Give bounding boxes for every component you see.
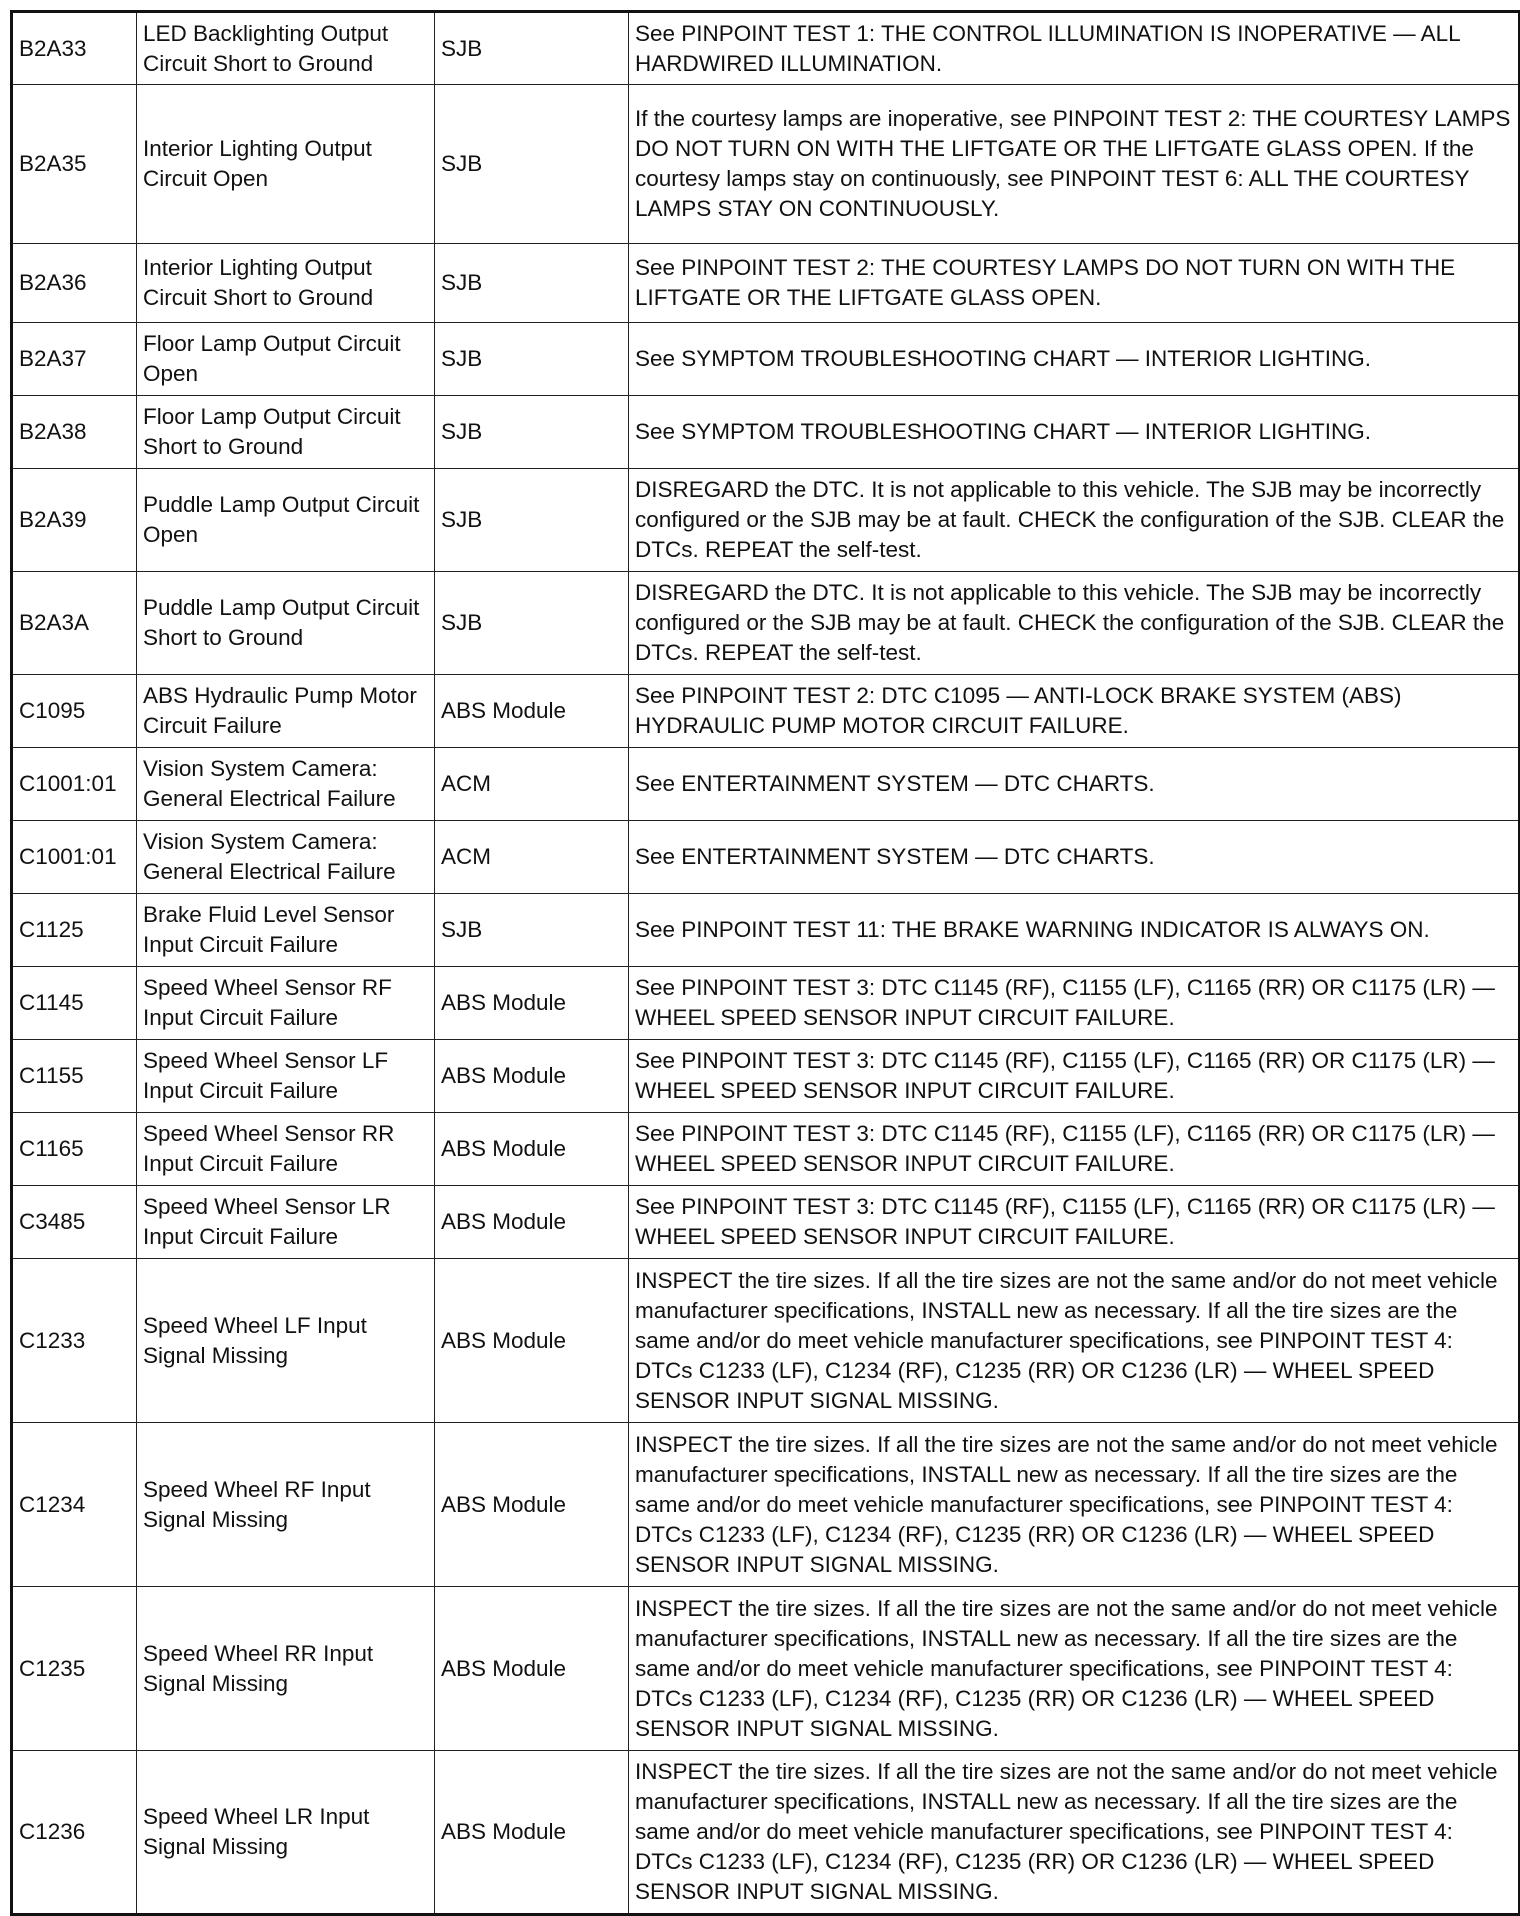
dtc-description-cell: Floor Lamp Output Circuit Short to Ground xyxy=(137,396,435,469)
dtc-action-cell: See PINPOINT TEST 11: THE BRAKE WARNING INDICATOR IS ALWAYS ON. xyxy=(629,894,1520,967)
table-row xyxy=(12,1040,1520,1113)
dtc-source-cell: SJB xyxy=(435,572,629,675)
dtc-action-cell: INSPECT the tire sizes. If all the tire sizes are not the same and/or do not meet vehicle manufacturer specifications, INSTALL new as necessary. If all the tire sizes are the same and/or do meet vehicle manufacturer specifications, see PINPOINT TEST 4: DTCs C1233 (LF), C1234 (RF), C1235 (RR) OR C1236 (LR) — WHEEL SPEED SENSOR INPUT SIGNAL MISSING. xyxy=(629,1423,1520,1587)
table-row xyxy=(12,821,1520,894)
dtc-action-cell: DISREGARD the DTC. It is not applicable to this vehicle. The SJB may be incorrectly configured or the SJB may be at fault. CHECK the configuration of the SJB. CLEAR the DTCs. REPEAT the self-test. xyxy=(629,572,1520,675)
dtc-source-cell: ABS Module xyxy=(435,675,629,748)
dtc-source-cell: SJB xyxy=(435,894,629,967)
table-row xyxy=(12,1113,1520,1186)
dtc-code-cell: C1001:01 xyxy=(12,748,137,821)
table-row xyxy=(12,244,1520,323)
dtc-description-cell: Speed Wheel Sensor RR Input Circuit Failure xyxy=(137,1113,435,1186)
table-row xyxy=(12,1751,1520,1915)
dtc-description-cell: Speed Wheel Sensor LF Input Circuit Failure xyxy=(137,1040,435,1113)
dtc-source-cell: ABS Module xyxy=(435,1113,629,1186)
dtc-code-cell: C1155 xyxy=(12,1040,137,1113)
dtc-code-cell: C1095 xyxy=(12,675,137,748)
dtc-description-cell: Speed Wheel Sensor LR Input Circuit Failure xyxy=(137,1186,435,1259)
dtc-description-cell: Speed Wheel Sensor RF Input Circuit Failure xyxy=(137,967,435,1040)
table-row xyxy=(12,323,1520,396)
table-row xyxy=(12,675,1520,748)
dtc-source-cell: ABS Module xyxy=(435,1587,629,1751)
dtc-code-cell: C1233 xyxy=(12,1259,137,1423)
dtc-action-cell: If the courtesy lamps are inoperative, see PINPOINT TEST 2: THE COURTESY LAMPS DO NOT TURN ON WITH THE LIFTGATE OR THE LIFTGATE GLASS OPEN. If the courtesy lamps stay on continuously, see PINPOINT TEST 6: ALL THE COURTESY LAMPS STAY ON CONTINUOUSLY. xyxy=(629,85,1520,244)
dtc-source-cell: SJB xyxy=(435,323,629,396)
table-row xyxy=(12,1423,1520,1587)
dtc-code-cell: C1145 xyxy=(12,967,137,1040)
dtc-action-cell: See ENTERTAINMENT SYSTEM — DTC CHARTS. xyxy=(629,821,1520,894)
dtc-description-cell: Speed Wheel RF Input Signal Missing xyxy=(137,1423,435,1587)
dtc-source-cell: ABS Module xyxy=(435,1040,629,1113)
dtc-source-cell: SJB xyxy=(435,85,629,244)
dtc-code-cell: C1234 xyxy=(12,1423,137,1587)
table-row xyxy=(12,1259,1520,1423)
dtc-action-cell: See PINPOINT TEST 1: THE CONTROL ILLUMINATION IS INOPERATIVE — ALL HARDWIRED ILLUMINATION. xyxy=(629,12,1520,85)
dtc-source-cell: SJB xyxy=(435,396,629,469)
dtc-code-cell: B2A36 xyxy=(12,244,137,323)
dtc-description-cell: Puddle Lamp Output Circuit Short to Ground xyxy=(137,572,435,675)
dtc-source-cell: ACM xyxy=(435,748,629,821)
dtc-source-cell: SJB xyxy=(435,12,629,85)
dtc-source-cell: ACM xyxy=(435,821,629,894)
dtc-code-cell: C1001:01 xyxy=(12,821,137,894)
dtc-code-cell: B2A33 xyxy=(12,12,137,85)
dtc-description-cell: Speed Wheel LF Input Signal Missing xyxy=(137,1259,435,1423)
dtc-action-cell: See SYMPTOM TROUBLESHOOTING CHART — INTERIOR LIGHTING. xyxy=(629,396,1520,469)
table-row xyxy=(12,396,1520,469)
dtc-action-cell: See PINPOINT TEST 3: DTC C1145 (RF), C1155 (LF), C1165 (RR) OR C1175 (LR) — WHEEL SPEED SENSOR INPUT CIRCUIT FAILURE. xyxy=(629,1113,1520,1186)
dtc-source-cell: SJB xyxy=(435,469,629,572)
table-row xyxy=(12,967,1520,1040)
dtc-code-cell: B2A38 xyxy=(12,396,137,469)
dtc-description-cell: LED Backlighting Output Circuit Short to Ground xyxy=(137,12,435,85)
dtc-action-cell: See ENTERTAINMENT SYSTEM — DTC CHARTS. xyxy=(629,748,1520,821)
dtc-description-cell: Vision System Camera: General Electrical Failure xyxy=(137,821,435,894)
dtc-source-cell: ABS Module xyxy=(435,967,629,1040)
dtc-action-cell: See PINPOINT TEST 3: DTC C1145 (RF), C1155 (LF), C1165 (RR) OR C1175 (LR) — WHEEL SPEED SENSOR INPUT CIRCUIT FAILURE. xyxy=(629,967,1520,1040)
dtc-code-cell: C1236 xyxy=(12,1751,137,1915)
dtc-code-cell: C1235 xyxy=(12,1587,137,1751)
dtc-source-cell: ABS Module xyxy=(435,1751,629,1915)
dtc-chart-table xyxy=(10,10,1520,1916)
table-row xyxy=(12,12,1520,85)
dtc-source-cell: ABS Module xyxy=(435,1186,629,1259)
dtc-description-cell: Speed Wheel RR Input Signal Missing xyxy=(137,1587,435,1751)
table-row xyxy=(12,572,1520,675)
dtc-code-cell: B2A3A xyxy=(12,572,137,675)
table-row xyxy=(12,469,1520,572)
dtc-code-cell: C1125 xyxy=(12,894,137,967)
dtc-code-cell: C1165 xyxy=(12,1113,137,1186)
table-row xyxy=(12,85,1520,244)
dtc-description-cell: Brake Fluid Level Sensor Input Circuit Failure xyxy=(137,894,435,967)
dtc-code-cell: B2A37 xyxy=(12,323,137,396)
dtc-source-cell: ABS Module xyxy=(435,1259,629,1423)
dtc-action-cell: INSPECT the tire sizes. If all the tire sizes are not the same and/or do not meet vehicle manufacturer specifications, INSTALL new as necessary. If all the tire sizes are the same and/or do meet vehicle manufacturer specifications, see PINPOINT TEST 4: DTCs C1233 (LF), C1234 (RF), C1235 (RR) OR C1236 (LR) — WHEEL SPEED SENSOR INPUT SIGNAL MISSING. xyxy=(629,1259,1520,1423)
dtc-description-cell: Puddle Lamp Output Circuit Open xyxy=(137,469,435,572)
dtc-action-cell: See PINPOINT TEST 3: DTC C1145 (RF), C1155 (LF), C1165 (RR) OR C1175 (LR) — WHEEL SPEED SENSOR INPUT CIRCUIT FAILURE. xyxy=(629,1040,1520,1113)
dtc-description-cell: Vision System Camera: General Electrical Failure xyxy=(137,748,435,821)
dtc-description-cell: Interior Lighting Output Circuit Open xyxy=(137,85,435,244)
dtc-description-cell: Speed Wheel LR Input Signal Missing xyxy=(137,1751,435,1915)
dtc-action-cell: See PINPOINT TEST 2: THE COURTESY LAMPS DO NOT TURN ON WITH THE LIFTGATE OR THE LIFTGATE GLASS OPEN. xyxy=(629,244,1520,323)
dtc-action-cell: INSPECT the tire sizes. If all the tire sizes are not the same and/or do not meet vehicle manufacturer specifications, INSTALL new as necessary. If all the tire sizes are the same and/or do meet vehicle manufacturer specifications, see PINPOINT TEST 4: DTCs C1233 (LF), C1234 (RF), C1235 (RR) OR C1236 (LR) — WHEEL SPEED SENSOR INPUT SIGNAL MISSING. xyxy=(629,1587,1520,1751)
dtc-code-cell: B2A39 xyxy=(12,469,137,572)
dtc-action-cell: INSPECT the tire sizes. If all the tire sizes are not the same and/or do not meet vehicle manufacturer specifications, INSTALL new as necessary. If all the tire sizes are the same and/or do meet vehicle manufacturer specifications, see PINPOINT TEST 4: DTCs C1233 (LF), C1234 (RF), C1235 (RR) OR C1236 (LR) — WHEEL SPEED SENSOR INPUT SIGNAL MISSING. xyxy=(629,1751,1520,1915)
dtc-code-cell: C3485 xyxy=(12,1186,137,1259)
dtc-source-cell: SJB xyxy=(435,244,629,323)
dtc-code-cell: B2A35 xyxy=(12,85,137,244)
dtc-description-cell: ABS Hydraulic Pump Motor Circuit Failure xyxy=(137,675,435,748)
dtc-action-cell: See PINPOINT TEST 3: DTC C1145 (RF), C1155 (LF), C1165 (RR) OR C1175 (LR) — WHEEL SPEED SENSOR INPUT CIRCUIT FAILURE. xyxy=(629,1186,1520,1259)
table-row xyxy=(12,894,1520,967)
dtc-source-cell: ABS Module xyxy=(435,1423,629,1587)
dtc-description-cell: Interior Lighting Output Circuit Short to Ground xyxy=(137,244,435,323)
dtc-action-cell: See SYMPTOM TROUBLESHOOTING CHART — INTERIOR LIGHTING. xyxy=(629,323,1520,396)
table-row xyxy=(12,1186,1520,1259)
table-row xyxy=(12,1587,1520,1751)
dtc-description-cell: Floor Lamp Output Circuit Open xyxy=(137,323,435,396)
dtc-action-cell: DISREGARD the DTC. It is not applicable to this vehicle. The SJB may be incorrectly configured or the SJB may be at fault. CHECK the configuration of the SJB. CLEAR the DTCs. REPEAT the self-test. xyxy=(629,469,1520,572)
dtc-action-cell: See PINPOINT TEST 2: DTC C1095 — ANTI-LOCK BRAKE SYSTEM (ABS) HYDRAULIC PUMP MOTOR CIRCUIT FAILURE. xyxy=(629,675,1520,748)
table-row xyxy=(12,748,1520,821)
